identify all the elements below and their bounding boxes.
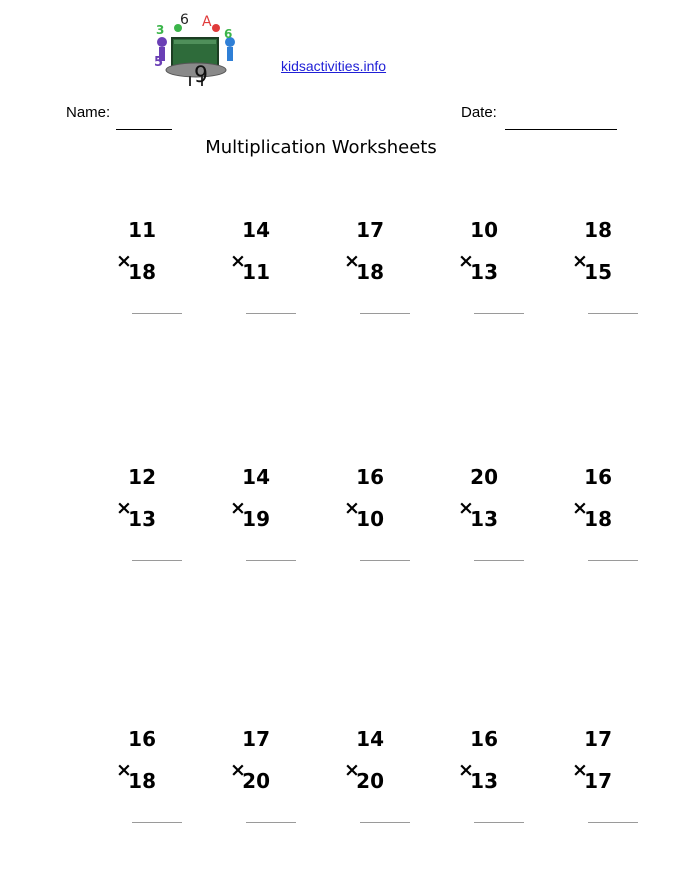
multiplicand: 10 [470, 218, 498, 242]
date-field[interactable] [505, 129, 617, 130]
logo-letter: A [202, 14, 212, 30]
answer-line[interactable] [246, 822, 296, 823]
multiplier: 15 [584, 260, 612, 284]
multiplicand: 17 [584, 727, 612, 751]
name-field[interactable] [116, 129, 172, 130]
multiplier: 17 [584, 769, 612, 793]
multiplication-problem [332, 727, 412, 827]
multiplicand: 16 [470, 727, 498, 751]
logo-letter: 6 [224, 27, 233, 41]
times-sign: × [116, 250, 132, 272]
multiplicand: 17 [356, 218, 384, 242]
name-label: Name: [66, 104, 111, 121]
multiplicand: 14 [356, 727, 384, 751]
site-link[interactable]: kidsactivities.info [281, 58, 387, 74]
date-label: Date: [461, 104, 497, 121]
multiplication-problem [560, 727, 640, 827]
multiplier: 13 [128, 507, 156, 531]
multiplicand: 18 [584, 218, 612, 242]
multiplication-problem [560, 465, 640, 565]
multiplication-problem [218, 727, 298, 827]
times-sign: × [458, 250, 474, 272]
multiplication-problem [446, 465, 526, 565]
multiplier: 18 [128, 769, 156, 793]
multiplicand: 14 [242, 465, 270, 489]
answer-line[interactable] [474, 313, 524, 314]
answer-line[interactable] [360, 560, 410, 561]
multiplier: 10 [356, 507, 384, 531]
multiplier: 20 [356, 769, 384, 793]
multiplication-problem [560, 218, 640, 318]
multiplicand: 17 [242, 727, 270, 751]
multiplication-problem [446, 218, 526, 318]
answer-line[interactable] [360, 313, 410, 314]
multiplier: 18 [356, 260, 384, 284]
multiplicand: 11 [128, 218, 156, 242]
answer-line[interactable] [360, 822, 410, 823]
times-sign: × [572, 497, 588, 519]
multiplier: 19 [242, 507, 270, 531]
answer-line[interactable] [246, 313, 296, 314]
multiplicand: 12 [128, 465, 156, 489]
multiplier: 13 [470, 260, 498, 284]
multiplication-problem [104, 218, 184, 318]
answer-line[interactable] [246, 560, 296, 561]
multiplier: 18 [584, 507, 612, 531]
multiplication-problem [218, 218, 298, 318]
times-sign: × [230, 497, 246, 519]
multiplication-problem [332, 218, 412, 318]
answer-line[interactable] [132, 313, 182, 314]
multiplication-problem [218, 465, 298, 565]
times-sign: × [572, 759, 588, 781]
multiplication-problem [446, 727, 526, 827]
multiplier: 13 [470, 769, 498, 793]
times-sign: × [458, 759, 474, 781]
kids-activities-logo [150, 10, 242, 90]
multiplication-problem [104, 465, 184, 565]
times-sign: × [458, 497, 474, 519]
times-sign: × [230, 250, 246, 272]
kids-activities-logo-graphic [150, 10, 242, 90]
times-sign: × [230, 759, 246, 781]
multiplicand: 16 [584, 465, 612, 489]
answer-line[interactable] [474, 822, 524, 823]
logo-letter: 9 [194, 63, 208, 88]
times-sign: × [572, 250, 588, 272]
answer-line[interactable] [588, 560, 638, 561]
logo-letter: 6 [180, 12, 189, 28]
times-sign: × [344, 250, 360, 272]
multiplier: 18 [128, 260, 156, 284]
page-title: Multiplication Worksheets [205, 137, 437, 158]
answer-line[interactable] [132, 822, 182, 823]
multiplicand: 20 [470, 465, 498, 489]
multiplication-problem [332, 465, 412, 565]
multiplication-problem [104, 727, 184, 827]
logo-letter: 3 [156, 23, 165, 37]
answer-line[interactable] [132, 560, 182, 561]
times-sign: × [344, 759, 360, 781]
times-sign: × [116, 759, 132, 781]
logo-letter: 5 [154, 55, 164, 70]
times-sign: × [344, 497, 360, 519]
multiplier: 13 [470, 507, 498, 531]
multiplicand: 14 [242, 218, 270, 242]
answer-line[interactable] [588, 313, 638, 314]
multiplicand: 16 [128, 727, 156, 751]
times-sign: × [116, 497, 132, 519]
answer-line[interactable] [474, 560, 524, 561]
answer-line[interactable] [588, 822, 638, 823]
multiplicand: 16 [356, 465, 384, 489]
multiplier: 20 [242, 769, 270, 793]
multiplier: 11 [242, 260, 270, 284]
